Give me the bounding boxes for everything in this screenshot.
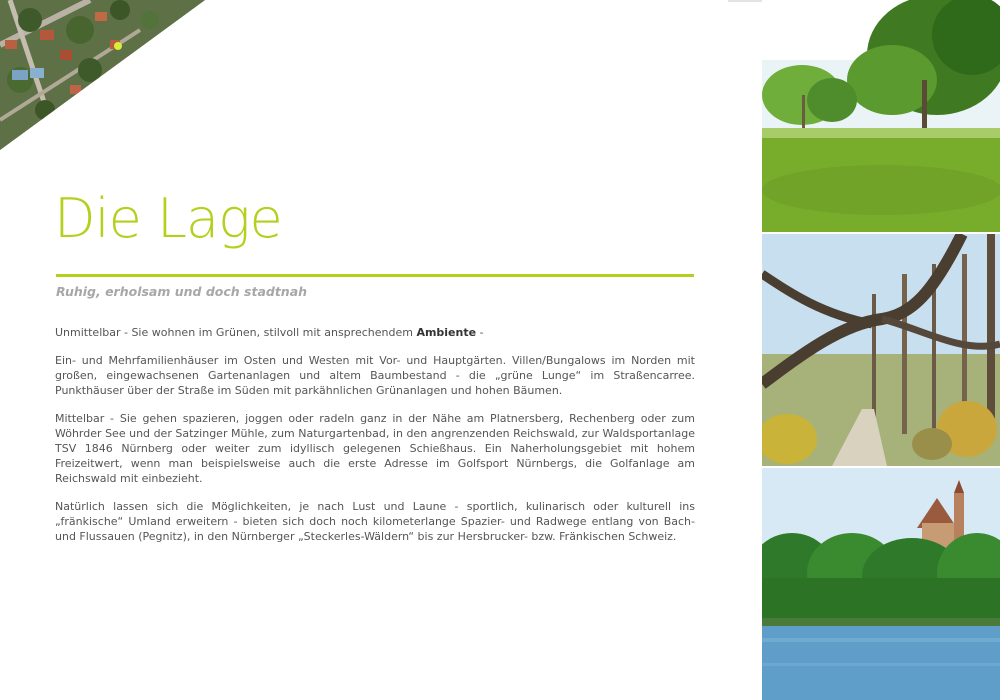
paragraph-1-lead: Unmittelbar - Sie wohnen im Grünen, stilvoll mit ansprechendem: [55, 326, 417, 339]
paragraph-3: Mittelbar - Sie gehen spazieren, joggen oder radeln ganz in der Nähe am Platnersberg, Rechenberg oder zum Wöhrder See und der Satzinger Mühle, zum Naturgartenbad, in den angrenzenden Reichswald, zur Waldsportanlage TSV 1846 Nürnberg oder weiter zum idyllisch gelegenen Schießhaus. Ein Naherholungsgebiet mit hohem Freizeitwert, wenn man beispielsweise auch die erste Adresse im Golfsport Nürnbergs, die Golfanlage am Reichswald mit einbezieht.: [55, 412, 695, 485]
page-subtitle: Ruhig, erholsam und doch stadtnah: [56, 284, 308, 299]
page-title: Die Lage: [54, 187, 282, 250]
title-divider: [56, 274, 694, 277]
photo-strip: [762, 0, 1000, 700]
paragraph-1-bold: Ambiente: [416, 326, 477, 339]
paragraph-1-tail: -: [476, 326, 484, 339]
top-edge-mark: [728, 0, 762, 2]
paragraph-1: [55, 325, 695, 340]
aerial-map-image: [0, 0, 205, 150]
body-text: [55, 325, 695, 557]
forest-path-photo: [762, 234, 1000, 466]
park-meadow-photo: [762, 0, 1000, 232]
river-church-photo: [762, 468, 1000, 700]
paragraph-4: Natürlich lassen sich die Möglichkeiten, je nach Lust und Laune - sportlich, kulinarisch oder kulturell ins „fränkische“ Umland erweitern - bieten sich doch noch kilometerlange Spazier- und Radwege entlang von Bach- und Flussauen (Pegnitz), in den Nürnberger „Steckerles-Wäldern“ bis zur Hersbrucker- bzw. Fränkischen Schweiz.: [55, 500, 695, 543]
paragraph-2: Ein- und Mehrfamilienhäuser im Osten und Westen mit Vor- und Hauptgärten. Villen/Bungalows im Norden mit großen, eingewachsenen Gartenanlagen und altem Baumbestand - die „grüne Lunge“ im Straßencarree. Punkthäuser über der Straße im Süden mit parkähnlichen Grünanlagen und hohen Bäumen.: [55, 354, 695, 397]
